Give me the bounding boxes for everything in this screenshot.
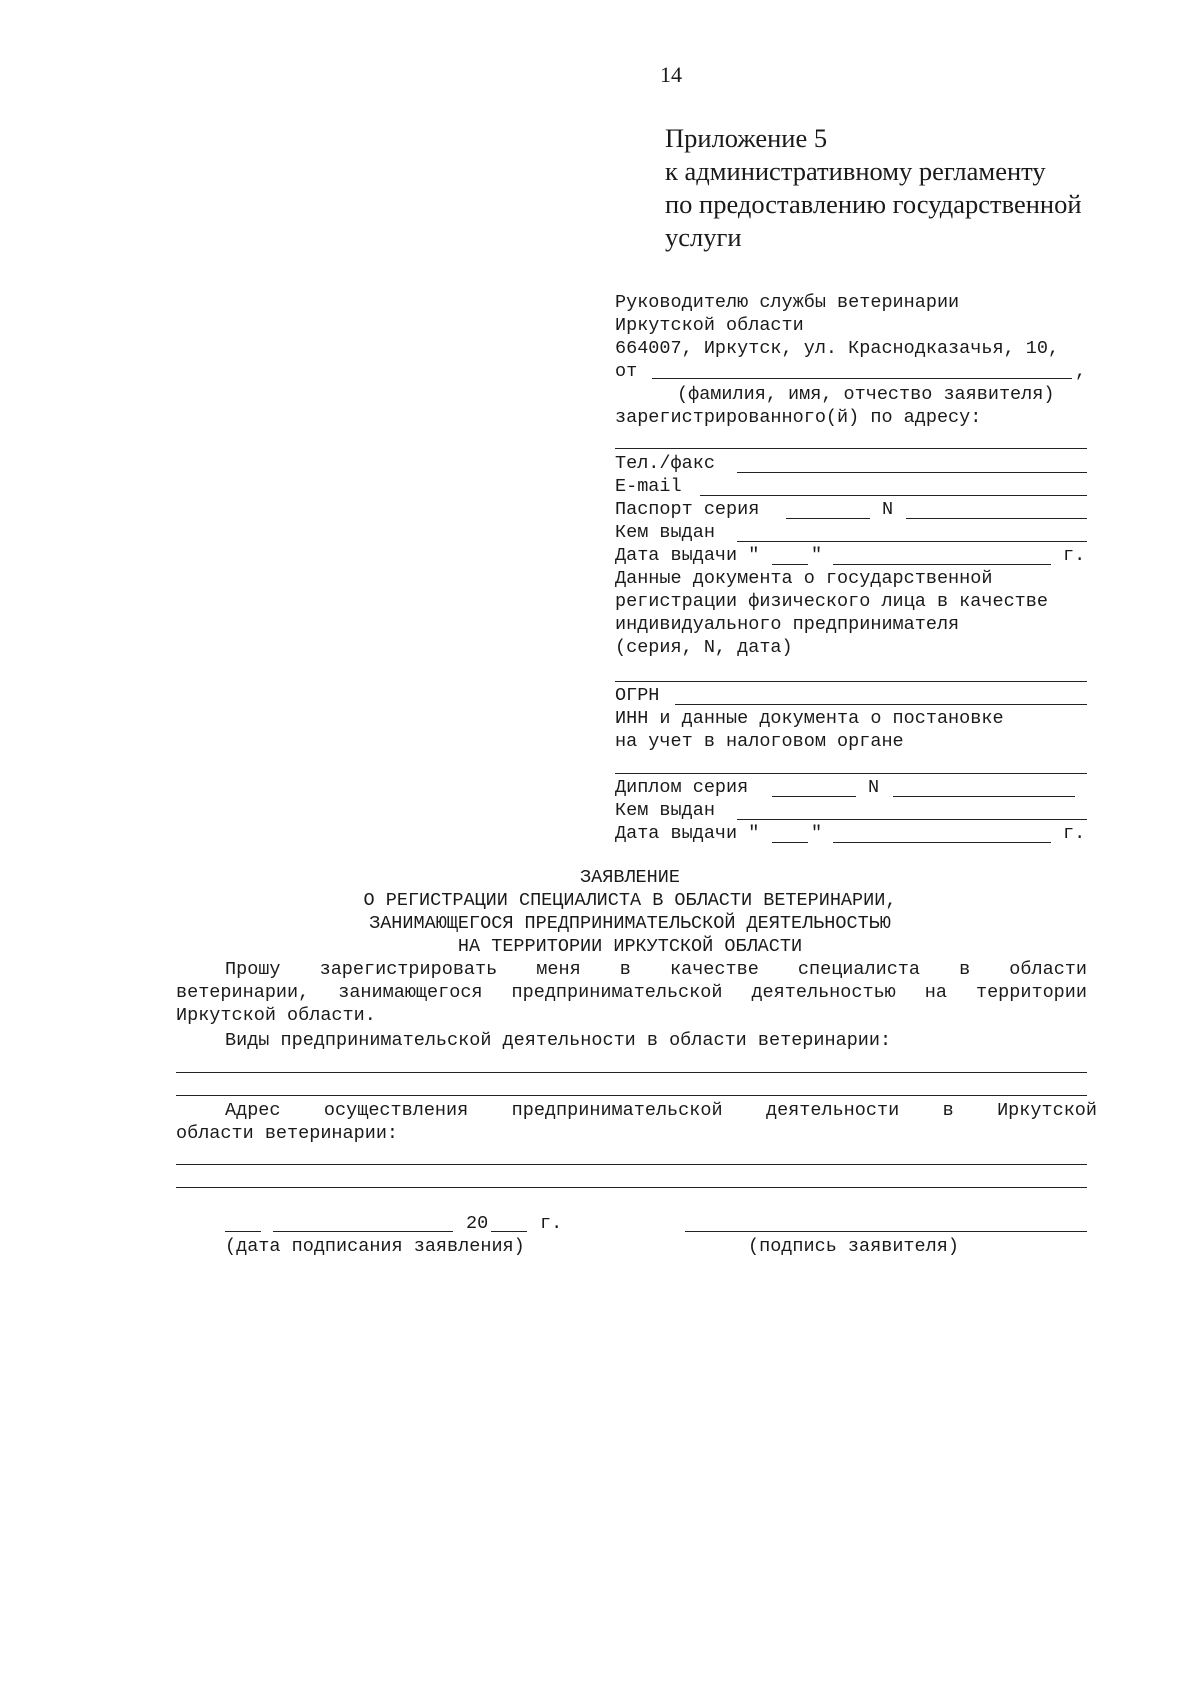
activity-address-field-line-2[interactable]	[176, 1187, 1087, 1188]
from-label: от	[615, 361, 638, 382]
diploma-date-quote: "	[811, 823, 823, 844]
inn-line-1: ИНН и данные документа о постановке	[615, 708, 1004, 729]
passport-n-label: N	[882, 499, 894, 520]
from-field-line[interactable]	[652, 378, 1072, 379]
addressee-line-3: 664007, Иркутск, ул. Краснодказачья, 10,	[615, 338, 1060, 359]
diploma-series-label: Диплом серия	[615, 777, 749, 798]
sign-day-field-line[interactable]	[225, 1231, 261, 1232]
diploma-date-year: г.	[1063, 823, 1086, 844]
issue-date-quote: "	[811, 545, 823, 566]
diploma-series-field-line[interactable]	[772, 796, 856, 797]
ip-doc-line-3: индивидуального предпринимателя	[615, 614, 960, 635]
statement-subtitle-2: ЗАНИМАЮЩЕГОСЯ ПРЕДПРИНИМАТЕЛЬСКОЙ ДЕЯТЕЛЬНОСТЬЮ	[369, 913, 891, 934]
addressee-line-2: Иркутской области	[615, 315, 804, 336]
activity-address-field-line-1[interactable]	[176, 1164, 1087, 1165]
passport-series-label: Паспорт серия	[615, 499, 760, 520]
ip-doc-field-line[interactable]	[615, 681, 1087, 682]
issue-month-year-field-line[interactable]	[833, 564, 1051, 565]
ip-doc-line-4: (серия, N, дата)	[615, 637, 793, 658]
activity-address-line-2: области ветеринарии:	[176, 1123, 399, 1144]
request-line-1: Прошу зарегистрировать меня в качестве специалиста в области	[225, 959, 1087, 980]
appendix-line-4: услуги	[665, 222, 742, 252]
appendix-line-3: по предоставлению государственной	[665, 189, 1082, 219]
diploma-month-year-field-line[interactable]	[833, 842, 1051, 843]
ip-doc-line-2: регистрации физического лица в качестве	[615, 591, 1048, 612]
sign-year-field-line[interactable]	[491, 1231, 527, 1232]
email-label: E-mail	[615, 476, 682, 497]
appendix-line-1: Приложение 5	[665, 123, 828, 153]
activity-kinds-field-line-2[interactable]	[176, 1095, 1087, 1096]
passport-number-field-line[interactable]	[906, 518, 1087, 519]
appendix-heading	[665, 122, 1082, 254]
passport-series-field-line[interactable]	[786, 518, 870, 519]
ogrn-field-line[interactable]	[675, 704, 1087, 705]
statement-subtitle-3: НА ТЕРРИТОРИИ ИРКУТСКОЙ ОБЛАСТИ	[457, 936, 803, 957]
signature-field-line[interactable]	[685, 1231, 1087, 1232]
sign-date-hint: (дата подписания заявления)	[225, 1236, 525, 1257]
statement-subtitle-1: О РЕГИСТРАЦИИ СПЕЦИАЛИСТА В ОБЛАСТИ ВЕТЕРИНАРИИ,	[363, 890, 897, 911]
phone-field-line[interactable]	[737, 472, 1087, 473]
issued-by-field-line[interactable]	[737, 541, 1087, 542]
signature-hint: (подпись заявителя)	[748, 1236, 959, 1257]
ip-doc-line-1: Данные документа о государственной	[615, 568, 993, 589]
page-number: 14	[660, 62, 682, 87]
sign-year-g: г.	[540, 1213, 563, 1234]
issued-by-label: Кем выдан	[615, 522, 715, 543]
request-line-2: ветеринарии, занимающегося предпринимательской деятельностью на территории	[176, 982, 1087, 1003]
address-field-line[interactable]	[615, 448, 1087, 449]
diploma-issued-by-label: Кем выдан	[615, 800, 715, 821]
sign-month-field-line[interactable]	[273, 1231, 453, 1232]
diploma-issued-by-field-line[interactable]	[737, 819, 1087, 820]
diploma-day-field-line[interactable]	[772, 842, 808, 843]
phone-label: Тел./факс	[615, 453, 715, 474]
diploma-n-label: N	[868, 777, 880, 798]
appendix-line-2: к административному регламенту	[665, 156, 1046, 186]
from-hint: (фамилия, имя, отчество заявителя)	[677, 384, 1055, 405]
from-comma: ,	[1075, 361, 1087, 382]
diploma-date-label: Дата выдачи "	[615, 823, 760, 844]
issue-day-field-line[interactable]	[772, 564, 808, 565]
request-line-3: Иркутской области.	[176, 1005, 376, 1026]
activity-address-line-1: Адрес осуществления предпринимательской деятельности в Иркутской	[225, 1100, 1097, 1121]
sign-year-prefix: 20	[466, 1213, 489, 1234]
statement-title: ЗАЯВЛЕНИЕ	[580, 867, 680, 888]
issue-date-year: г.	[1063, 545, 1086, 566]
addressee-line-1: Руководителю службы ветеринарии	[615, 292, 960, 313]
ogrn-label: ОГРН	[615, 685, 660, 706]
issue-date-label: Дата выдачи "	[615, 545, 760, 566]
email-field-line[interactable]	[700, 495, 1087, 496]
diploma-number-field-line[interactable]	[893, 796, 1075, 797]
inn-line-2: на учет в налоговом органе	[615, 731, 904, 752]
registered-label: зарегистрированного(й) по адресу:	[615, 407, 982, 428]
activity-kinds-field-line-1[interactable]	[176, 1072, 1087, 1073]
inn-field-line[interactable]	[615, 773, 1087, 774]
activity-kinds-label: Виды предпринимательской деятельности в области ветеринарии:	[225, 1030, 892, 1051]
